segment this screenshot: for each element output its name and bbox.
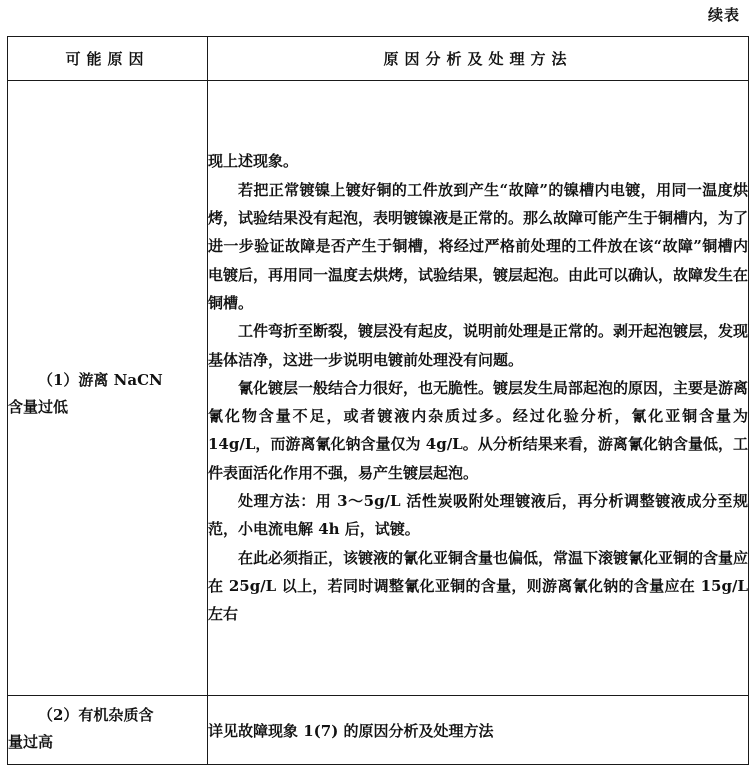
table-row (8, 696, 749, 765)
cause-cell (8, 696, 208, 765)
analysis-paragraph: 若把正常镀镍上镀好铜的工件放到产生“故障”的镍槽内电镀，用同一温度烘烤，试验结果没有起泡，表明镀镍液是正常的。那么故障可能产生于铜槽内，为了进一步验证故障是否产生于铜槽，将经过严格前处理的工件放在该“故障”铜槽内电镀后，再用同一温度去烘烤，试验结果，镀层起泡。由此可以确认，故障发生在铜槽。 (208, 180, 749, 312)
troubleshooting-table (7, 36, 749, 765)
solution-paragraph (208, 487, 748, 544)
analysis-cell (208, 81, 749, 696)
continued-table-label: 续表 (707, 6, 740, 24)
header-possible-cause: 可能原因 (8, 37, 208, 81)
analysis-paragraph: 现上述现象。 (208, 152, 299, 171)
cause-cell (8, 81, 208, 696)
analysis-paragraph: 在此必须指正，该镀液的氰化亚铜含量也偏低，常温下滚镀氰化亚铜的含量应在 25g/L 以上，若同时调整氰化亚铜的含量，则游离氰化钠的含量应在 15g/L 左右 (208, 548, 749, 624)
cause-text-line1: （1）游离 NaCN (38, 371, 163, 389)
solution-text: 用 3～5g/L 活性炭吸附处理镀液后，再分析调整镀液成分至规范，小电流电解 4h 后，试镀。 (208, 492, 748, 539)
solution-label: 处理方法： (238, 492, 316, 511)
cause-text-line1: （2）有机杂质含 (38, 706, 154, 724)
analysis-paragraph: 工件弯折至断裂，镀层没有起皮，说明前处理是正常的。剥开起泡镀层，发现基体洁净，这进一步说明电镀前处理没有问题。 (208, 322, 749, 369)
cause-text-line2: 含量过低 (8, 398, 69, 416)
table-row (8, 81, 749, 696)
header-analysis-and-solution: 原因分析及处理方法 (208, 37, 749, 81)
analysis-reference-cell: 详见故障现象 1(7) 的原因分析及处理方法 (208, 696, 749, 765)
table-header-row (8, 37, 749, 81)
analysis-paragraph: 氰化镀层一般结合力很好，也无脆性。镀层发生局部起泡的原因，主要是游离氰化物含量不足，或者镀液内杂质过多。经过化验分析，氰化亚铜含量为 14g/L，而游离氰化钠含量仅为 4g/L。从分析结果来看，游离氰化钠含量低，工件表面活化作用不强，易产生镀层起泡。 (208, 378, 749, 482)
cause-text-line2: 量过高 (8, 733, 54, 751)
